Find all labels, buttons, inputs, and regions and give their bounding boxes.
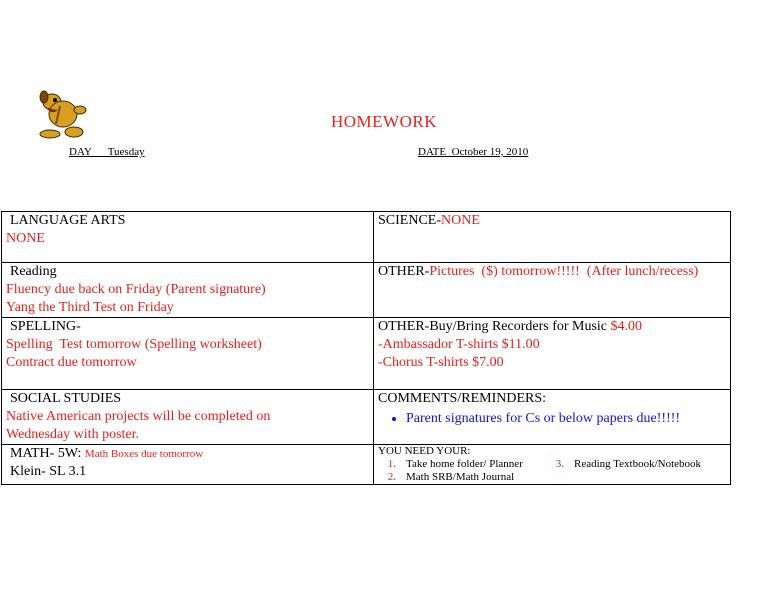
math-note: Math Boxes due tomorrow [84,448,204,460]
science-cell [374,212,731,263]
reading-line-1: Fluency due back on Friday (Parent signature) [6,282,266,297]
comments-heading: COMMENTS/REMINDERS: [378,391,547,406]
ambassador-tshirts: -Ambassador T-shirts $11.00 [378,337,540,352]
other-pictures-text: Pictures ($) tomorrow!!!!! (After lunch/recess) [429,264,699,279]
reading-heading: Reading [10,264,57,279]
math-heading: MATH- 5W: [10,446,85,461]
you-need-row-2 [378,471,726,484]
social-studies-cell [2,390,374,445]
spelling-line-1: Spelling Test tomorrow (Spelling worksheet) [6,337,262,352]
list-item: 1. Take home folder/ Planner [387,458,523,470]
social-studies-line-1: Native American projects will be completed on [6,409,271,424]
chorus-tshirts: -Chorus T-shirts $7.00 [378,355,504,370]
other-pictures-heading: OTHER- [378,264,430,279]
science-heading: SCIENCE- [378,213,441,228]
other-buy-heading: OTHER-Buy/Bring Recorders for Music [378,319,611,334]
spelling-cell [2,318,374,390]
other-buy-cell [374,318,731,390]
day-line: DAY Tuesday [69,146,145,158]
homework-table [1,211,731,485]
social-studies-line-2: Wednesday with poster. [6,427,140,442]
language-arts-cell [2,212,374,263]
you-need-cell [374,445,731,485]
science-text: NONE [441,213,480,228]
social-studies-heading: SOCIAL STUDIES [10,391,122,406]
other-pictures-cell [374,263,731,318]
you-need-heading: YOU NEED YOUR: [378,445,471,457]
language-arts-text: NONE [6,231,45,246]
recorder-price: $4.00 [610,319,643,334]
comments-cell [374,390,731,445]
language-arts-heading: LANGUAGE ARTS [10,213,126,228]
spelling-heading: SPELLING- [10,319,81,334]
date-line: DATE_October 19, 2010 [418,146,529,158]
comments-list [378,410,726,428]
you-need-row-1 [378,458,726,471]
math-line-2: Klein- SL 3.1 [10,464,87,479]
list-item: 2. Math SRB/Math Journal [387,471,515,483]
page-title: HOMEWORK [331,112,437,131]
reading-cell [2,263,374,318]
reading-line-2: Yang the Third Test on Friday [6,300,174,315]
list-item: 3. Reading Textbook/Notebook [555,458,702,470]
comments-item: • Parent signatures for Cs or below papers due!!!!! [406,410,726,428]
spelling-line-2: Contract due tomorrow [6,355,137,370]
math-cell [2,445,374,485]
